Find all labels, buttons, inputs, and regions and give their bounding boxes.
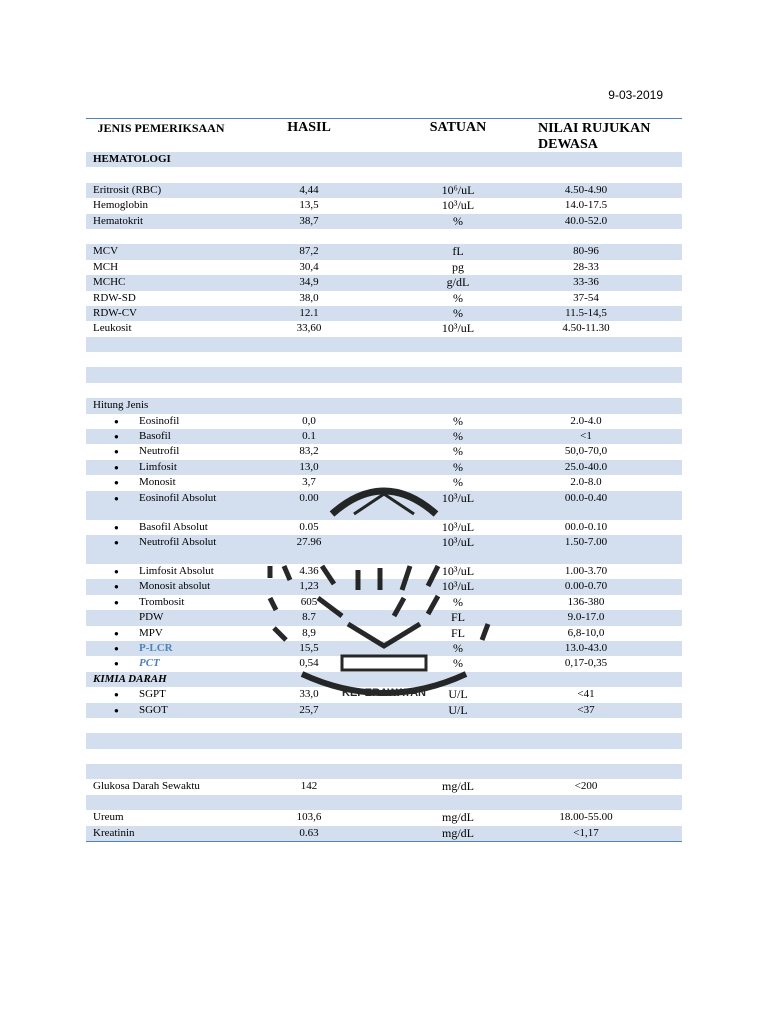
bullet-icon: ● xyxy=(114,522,119,532)
table-row xyxy=(86,475,682,490)
result-value: 103,6 xyxy=(296,811,322,824)
result-value: 605 xyxy=(300,595,318,608)
result-value: 4,44 xyxy=(299,183,319,196)
unit: % xyxy=(453,290,463,305)
table-header xyxy=(86,119,682,152)
test-name: Neutrofil Absolut xyxy=(139,535,217,548)
table-row xyxy=(86,244,682,259)
test-name: Monosit xyxy=(139,476,176,489)
reference-range: 28-33 xyxy=(573,260,599,273)
blank-row xyxy=(86,229,682,244)
table-row xyxy=(86,687,682,702)
bullet-icon: ● xyxy=(114,478,119,488)
bullet-icon: ● xyxy=(114,690,119,700)
table-row xyxy=(86,275,682,290)
test-name: MPV xyxy=(139,626,163,639)
result-value: 1,23 xyxy=(299,580,319,593)
table-row xyxy=(86,779,682,794)
result-value: 15,5 xyxy=(299,641,319,654)
table-row xyxy=(86,398,682,413)
result-value: 30,4 xyxy=(299,260,319,273)
blank-row xyxy=(86,167,682,182)
test-name: MCHC xyxy=(93,276,126,289)
test-name: Trombosit xyxy=(139,595,185,608)
test-name: Leukosit xyxy=(93,322,132,335)
reference-range: 11.5-14,5 xyxy=(565,306,607,319)
blank-row xyxy=(86,795,682,810)
header-jenis: JENIS PEMERIKSAAN xyxy=(97,121,225,135)
unit: mg/dL xyxy=(442,779,474,794)
table-row xyxy=(86,641,682,656)
result-value: 12.1 xyxy=(299,306,319,319)
result-value: 0.05 xyxy=(299,520,319,533)
unit: U/L xyxy=(448,687,468,702)
result-value: 142 xyxy=(300,780,318,793)
table-row xyxy=(86,460,682,475)
bullet-icon: ● xyxy=(114,432,119,442)
section-title: HEMATOLOGI xyxy=(93,153,171,165)
unit: % xyxy=(453,213,463,228)
bullet-icon: ● xyxy=(114,416,119,426)
test-name: Eritrosit (RBC) xyxy=(93,183,162,196)
section-row xyxy=(86,672,682,687)
reference-range: <41 xyxy=(577,688,595,701)
result-value: 33,60 xyxy=(296,322,322,335)
reference-range: <1 xyxy=(580,430,592,443)
table-row xyxy=(86,414,682,429)
bullet-icon: ● xyxy=(114,659,119,669)
reference-range: 2.0-8.0 xyxy=(570,476,602,489)
test-name: SGOT xyxy=(139,703,168,716)
reference-range: 33-36 xyxy=(573,276,599,289)
result-value: 8,9 xyxy=(302,626,316,639)
result-value: 4.36 xyxy=(299,564,319,577)
lab-results-table xyxy=(86,118,682,842)
result-value: 38,0 xyxy=(299,291,319,304)
test-name: Limfosit Absolut xyxy=(139,564,214,577)
reference-range: 50,0-70,0 xyxy=(564,445,608,458)
test-name: Eosinofil Absolut xyxy=(139,491,217,504)
result-value: 27.96 xyxy=(296,535,322,548)
bullet-icon: ● xyxy=(114,566,119,576)
result-value: 13,5 xyxy=(299,199,319,212)
test-name: Kreatinin xyxy=(93,826,135,839)
unit: % xyxy=(453,656,463,671)
bullet-icon: ● xyxy=(114,705,119,715)
unit: FL xyxy=(450,625,465,640)
test-name: Monosit absolut xyxy=(139,580,211,593)
result-value: 34,9 xyxy=(299,276,319,289)
unit: pg xyxy=(452,259,464,274)
test-name: MCH xyxy=(93,260,119,273)
table-row xyxy=(86,260,682,275)
table-row xyxy=(86,444,682,459)
bullet-icon: ● xyxy=(114,643,119,653)
table-row xyxy=(86,626,682,641)
table-row xyxy=(86,535,682,564)
header-hasil: HASIL xyxy=(287,120,331,135)
unit: % xyxy=(453,640,463,655)
test-name: RDW-SD xyxy=(93,291,136,304)
section-row xyxy=(86,152,682,167)
unit: 10³/uL xyxy=(441,534,475,549)
unit: 10³/uL xyxy=(441,198,475,213)
result-value: 8.7 xyxy=(302,611,316,624)
result-value: 0,54 xyxy=(299,657,319,670)
table-row xyxy=(86,656,682,671)
blank-row xyxy=(86,352,682,367)
blank-row xyxy=(86,749,682,764)
bullet-icon: ● xyxy=(114,462,119,472)
unit: % xyxy=(453,594,463,609)
test-name: SGPT xyxy=(139,688,166,701)
unit: % xyxy=(453,475,463,490)
table-row xyxy=(86,491,682,520)
bullet-icon: ● xyxy=(114,447,119,457)
table-row xyxy=(86,291,682,306)
table-row xyxy=(86,810,682,825)
result-value: 33,0 xyxy=(299,688,319,701)
result-value: 13,0 xyxy=(299,460,319,473)
reference-range: 1.50-7.00 xyxy=(564,535,608,548)
table-row xyxy=(86,198,682,213)
table-row xyxy=(86,579,682,594)
unit: 10⁶/uL xyxy=(441,182,475,197)
bullet-icon: ● xyxy=(114,582,119,592)
bullet-icon: ● xyxy=(114,628,119,638)
blank-row xyxy=(86,733,682,748)
unit: % xyxy=(453,305,463,320)
table-row xyxy=(86,520,682,535)
unit: % xyxy=(453,429,463,444)
result-value: 0.1 xyxy=(302,430,316,443)
reference-range: 2.0-4.0 xyxy=(570,414,602,427)
reference-range: 18.00-55.00 xyxy=(559,811,613,824)
seal-text: KEPERAWATAN xyxy=(342,687,426,699)
test-name: Basofil xyxy=(139,430,171,443)
unit: 10³/uL xyxy=(441,321,475,336)
table-row xyxy=(86,183,682,198)
test-name: Ureum xyxy=(93,811,124,824)
reference-range: 4.50-11.30 xyxy=(562,322,610,335)
test-name: Basofil Absolut xyxy=(139,520,208,533)
reference-range: 13.0-43.0 xyxy=(564,641,608,654)
result-value: 25,7 xyxy=(299,703,319,716)
reference-range: 1.00-3.70 xyxy=(564,564,608,577)
result-value: 87,2 xyxy=(299,245,319,258)
test-name: Hematokrit xyxy=(93,214,144,227)
table-row xyxy=(86,306,682,321)
result-value: 38,7 xyxy=(299,214,319,227)
reference-range: 14.0-17.5 xyxy=(564,199,608,212)
reference-range: 4.50-4.90 xyxy=(564,183,608,196)
reference-range: <37 xyxy=(577,703,595,716)
bullet-icon: ● xyxy=(114,493,119,503)
reference-range: <1,17 xyxy=(573,826,599,839)
reference-range: 6,8-10,0 xyxy=(567,626,605,639)
reference-range: 25.0-40.0 xyxy=(564,460,608,473)
test-name: Limfosit xyxy=(139,460,177,473)
test-name: Hitung Jenis xyxy=(93,399,149,412)
reference-range: <200 xyxy=(574,780,598,793)
blank-row xyxy=(86,337,682,352)
unit: % xyxy=(453,459,463,474)
result-value: 0,0 xyxy=(302,414,316,427)
table-row xyxy=(86,429,682,444)
test-name: PCT xyxy=(139,657,160,670)
reference-range: 80-96 xyxy=(573,245,599,258)
table-row xyxy=(86,595,682,610)
test-name: RDW-CV xyxy=(93,306,137,319)
test-name: PDW xyxy=(139,611,164,624)
table-row xyxy=(86,214,682,229)
test-name: Glukosa Darah Sewaktu xyxy=(93,780,200,793)
unit: mg/dL xyxy=(442,810,474,825)
unit: U/L xyxy=(448,702,468,717)
blank-row xyxy=(86,367,682,382)
unit: 10³/uL xyxy=(441,579,475,594)
header-satuan: SATUAN xyxy=(429,120,487,135)
header-rujukan: NILAI RUJUKAN DEWASA xyxy=(538,121,651,152)
bullet-icon: ● xyxy=(114,597,119,607)
reference-range: 37-54 xyxy=(573,291,599,304)
reference-range: 0.00-0.70 xyxy=(564,580,608,593)
reference-range: 00.0-0.40 xyxy=(564,491,608,504)
reference-range: 40.0-52.0 xyxy=(564,214,608,227)
reference-range: 0,17-0,35 xyxy=(564,657,608,670)
table-row xyxy=(86,564,682,579)
test-name: P-LCR xyxy=(139,641,173,654)
bullet-icon: ● xyxy=(114,537,119,547)
unit: 10³/uL xyxy=(441,490,475,505)
section-title: KIMIA DARAH xyxy=(93,672,167,685)
report-date: 9-03-2019 xyxy=(608,88,663,102)
unit: FL xyxy=(450,610,465,625)
result-value: 83,2 xyxy=(299,445,319,458)
table-row xyxy=(86,703,682,718)
table-row xyxy=(86,610,682,625)
reference-range: 9.0-17.0 xyxy=(567,611,605,624)
result-value: 3,7 xyxy=(302,476,316,489)
result-value: 0.63 xyxy=(299,826,319,839)
unit: g/dL xyxy=(446,275,470,290)
table-row xyxy=(86,321,682,336)
result-value: 0.00 xyxy=(299,491,319,504)
reference-range: 136-380 xyxy=(567,595,605,608)
unit: 10³/uL xyxy=(441,519,475,534)
test-name: Hemoglobin xyxy=(93,199,148,212)
unit: 10³/uL xyxy=(441,563,475,578)
blank-row xyxy=(86,383,682,398)
test-name: Eosinofil xyxy=(139,414,180,427)
unit: fL xyxy=(452,244,464,259)
unit: % xyxy=(453,413,463,428)
test-name: Neutrofil xyxy=(139,445,180,458)
reference-range: 00.0-0.10 xyxy=(564,520,608,533)
table-row xyxy=(86,826,682,841)
test-name: MCV xyxy=(93,245,119,258)
blank-row xyxy=(86,764,682,779)
unit: mg/dL xyxy=(442,825,474,840)
unit: % xyxy=(453,444,463,459)
blank-row xyxy=(86,718,682,733)
table-body xyxy=(86,152,682,841)
